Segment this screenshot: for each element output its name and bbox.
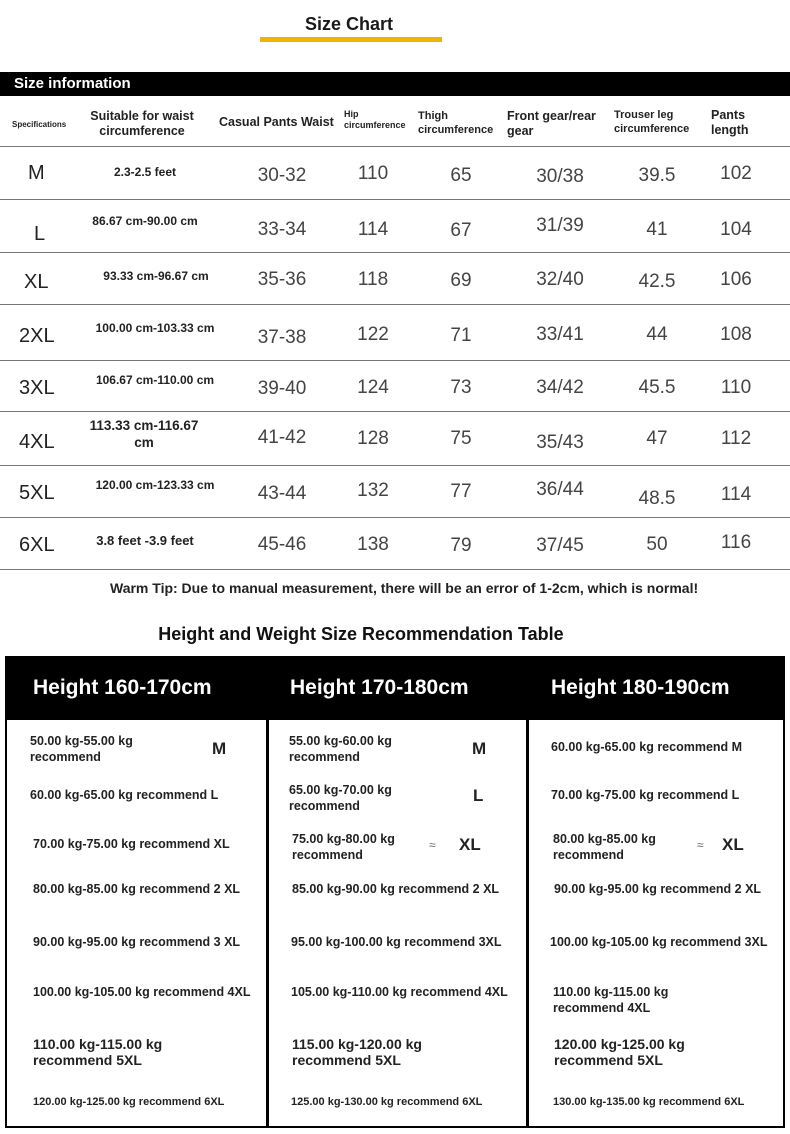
header-casual: Casual Pants Waist <box>219 115 334 129</box>
title-underline <box>260 37 442 42</box>
size-label: 4XL <box>19 431 55 453</box>
gear-value: 30/38 <box>536 166 584 187</box>
header-gear: Front gear/rear gear <box>507 109 596 138</box>
rec-item: 50.00 kg-55.00 kg recommend <box>30 734 133 764</box>
rec-item: 120.00 kg-125.00 kg recommend 6XL <box>33 1096 225 1108</box>
rec-column-header <box>269 658 526 720</box>
row-divider <box>0 252 790 253</box>
recommendation-title: Height and Weight Size Recommendation Table <box>158 624 564 644</box>
casual-waist: 37-38 <box>257 327 307 348</box>
thigh-value: 75 <box>450 428 472 449</box>
rec-size-label: L <box>473 786 484 805</box>
leg-value: 48.5 <box>638 488 676 509</box>
rec-size-label: M <box>212 739 227 758</box>
leg-value: 47 <box>646 428 668 449</box>
row-divider <box>0 465 790 466</box>
rec-column-160-170 <box>7 658 266 1126</box>
hip-value: 138 <box>357 534 389 555</box>
waist-range: 93.33 cm-96.67 cm <box>103 269 209 283</box>
divider-header <box>0 146 790 147</box>
hip-value: 128 <box>357 428 389 449</box>
rec-column-heading: Height 170-180cm <box>290 676 469 699</box>
thigh-value: 73 <box>450 377 472 398</box>
rec-item: 75.00 kg-80.00 kg recommend <box>292 832 395 862</box>
length-value: 102 <box>720 163 752 184</box>
casual-waist: 41-42 <box>257 427 307 448</box>
size-info-bar <box>0 72 790 96</box>
rec-item: 115.00 kg-120.00 kg recommend 5XL <box>292 1036 422 1068</box>
row-divider <box>0 411 790 412</box>
casual-waist: 39-40 <box>257 378 307 399</box>
thigh-value: 67 <box>450 220 472 241</box>
row-divider <box>0 360 790 361</box>
page-title: Size Chart <box>304 14 394 34</box>
rec-size-label: XL <box>459 835 481 854</box>
warm-tip: Warm Tip: Due to manual measurement, there will be an error of 1-2cm, which is normal! <box>110 580 699 596</box>
rec-item: 120.00 kg-125.00 kg recommend 5XL <box>554 1036 685 1068</box>
recommendation-table <box>5 656 785 1128</box>
gear-value: 32/40 <box>536 269 584 290</box>
gear-value: 33/41 <box>536 324 584 345</box>
header-hip: Hip circumference <box>344 109 406 130</box>
length-value: 104 <box>720 219 752 240</box>
row-divider <box>0 517 790 518</box>
length-value: 108 <box>720 324 752 345</box>
row-divider <box>0 304 790 305</box>
swirl-mark-icon: ≈ <box>697 838 704 852</box>
thigh-value: 77 <box>450 481 472 502</box>
row-divider <box>0 199 790 200</box>
rec-item: 105.00 kg-110.00 kg recommend 4XL <box>291 985 508 999</box>
rec-item: 125.00 kg-130.00 kg recommend 6XL <box>291 1096 483 1108</box>
thigh-value: 69 <box>450 270 472 291</box>
rec-item: 80.00 kg-85.00 kg recommend <box>553 832 656 862</box>
length-value: 114 <box>720 484 752 505</box>
swirl-mark-icon: ≈ <box>429 838 436 852</box>
hip-value: 132 <box>357 480 389 501</box>
rec-item: 65.00 kg-70.00 kg recommend <box>289 783 392 813</box>
size-info-label: Size information <box>14 75 131 92</box>
rec-size-label: XL <box>722 835 744 854</box>
rec-item: 110.00 kg-115.00 kg recommend 5XL <box>33 1036 163 1068</box>
length-value: 116 <box>720 532 752 553</box>
gear-value: 31/39 <box>536 215 584 236</box>
waist-range: 86.67 cm-90.00 cm <box>92 214 198 228</box>
rec-item: 95.00 kg-100.00 kg recommend 3XL <box>291 935 502 949</box>
rec-item: 130.00 kg-135.00 kg recommend 6XL <box>553 1096 745 1108</box>
rec-item: 70.00 kg-75.00 kg recommend XL <box>33 837 230 851</box>
rec-item: 100.00 kg-105.00 kg recommend 4XL <box>33 985 251 999</box>
leg-value: 39.5 <box>638 165 676 186</box>
rec-column-header <box>7 658 266 720</box>
waist-range: 2.3-2.5 feet <box>113 165 177 179</box>
header-length: Pants length <box>711 108 749 137</box>
size-label: M <box>28 162 45 184</box>
size-label: XL <box>24 271 49 293</box>
length-value: 110 <box>720 377 752 398</box>
rec-item: 110.00 kg-115.00 kg recommend 4XL <box>553 985 669 1015</box>
gear-value: 35/43 <box>536 432 584 453</box>
gear-value: 36/44 <box>536 479 584 500</box>
leg-value: 44 <box>646 324 668 345</box>
leg-value: 41 <box>646 219 668 240</box>
rec-item: 55.00 kg-60.00 kg recommend <box>289 734 392 764</box>
thigh-value: 71 <box>450 325 472 346</box>
casual-waist: 45-46 <box>257 534 307 555</box>
hip-value: 110 <box>357 163 389 184</box>
length-value: 106 <box>720 269 752 290</box>
rec-item: 80.00 kg-85.00 kg recommend 2 XL <box>33 882 241 896</box>
size-label: 5XL <box>19 482 55 504</box>
rec-column-180-190 <box>529 658 783 1126</box>
size-label: 2XL <box>19 325 55 347</box>
rec-item: 90.00 kg-95.00 kg recommend 2 XL <box>554 882 762 896</box>
rec-item: 60.00 kg-65.00 kg recommend M <box>551 740 743 754</box>
leg-value: 50 <box>646 534 668 555</box>
leg-value: 45.5 <box>638 377 676 398</box>
rec-column-heading: Height 180-190cm <box>551 676 730 699</box>
waist-range: 100.00 cm-103.33 cm <box>95 321 215 335</box>
rec-column-header <box>529 658 783 720</box>
leg-value: 42.5 <box>638 271 676 292</box>
header-waist: Suitable for waist circumference <box>90 109 194 138</box>
size-label: 6XL <box>19 534 55 556</box>
waist-range: 120.00 cm-123.33 cm <box>95 478 215 492</box>
hip-value: 114 <box>357 219 389 240</box>
header-spec: Specifications <box>12 120 67 129</box>
rec-item: 85.00 kg-90.00 kg recommend 2 XL <box>292 882 500 896</box>
hip-value: 118 <box>357 269 389 290</box>
thigh-value: 79 <box>450 535 472 556</box>
thigh-value: 65 <box>450 165 472 186</box>
hip-value: 122 <box>357 324 389 345</box>
header-leg: Trouser leg circumference <box>614 109 690 135</box>
casual-waist: 43-44 <box>257 483 307 504</box>
waist-range: 106.67 cm-110.00 cm <box>95 373 215 387</box>
hip-value: 124 <box>357 377 389 398</box>
rec-size-label: M <box>472 739 487 758</box>
rec-item: 60.00 kg-65.00 kg recommend L <box>30 788 219 802</box>
gear-value: 34/42 <box>536 377 584 398</box>
rec-item: 90.00 kg-95.00 kg recommend 3 XL <box>33 935 241 949</box>
rec-column-heading: Height 160-170cm <box>33 676 212 699</box>
casual-waist: 33-34 <box>257 219 307 240</box>
table-bottom-border <box>0 569 790 570</box>
rec-item: 70.00 kg-75.00 kg recommend L <box>551 788 740 802</box>
size-label: L <box>34 223 46 245</box>
waist-range: 113.33 cm-116.67 cm <box>89 418 199 450</box>
gear-value: 37/45 <box>536 535 584 556</box>
length-value: 112 <box>720 428 752 449</box>
size-label: 3XL <box>19 377 55 399</box>
casual-waist: 30-32 <box>257 165 307 186</box>
casual-waist: 35-36 <box>257 269 307 290</box>
waist-range: 3.8 feet -3.9 feet <box>96 533 194 548</box>
header-thigh: Thigh circumference <box>418 110 494 136</box>
rec-column-170-180 <box>269 658 526 1126</box>
rec-item: 100.00 kg-105.00 kg recommend 3XL <box>550 935 768 949</box>
